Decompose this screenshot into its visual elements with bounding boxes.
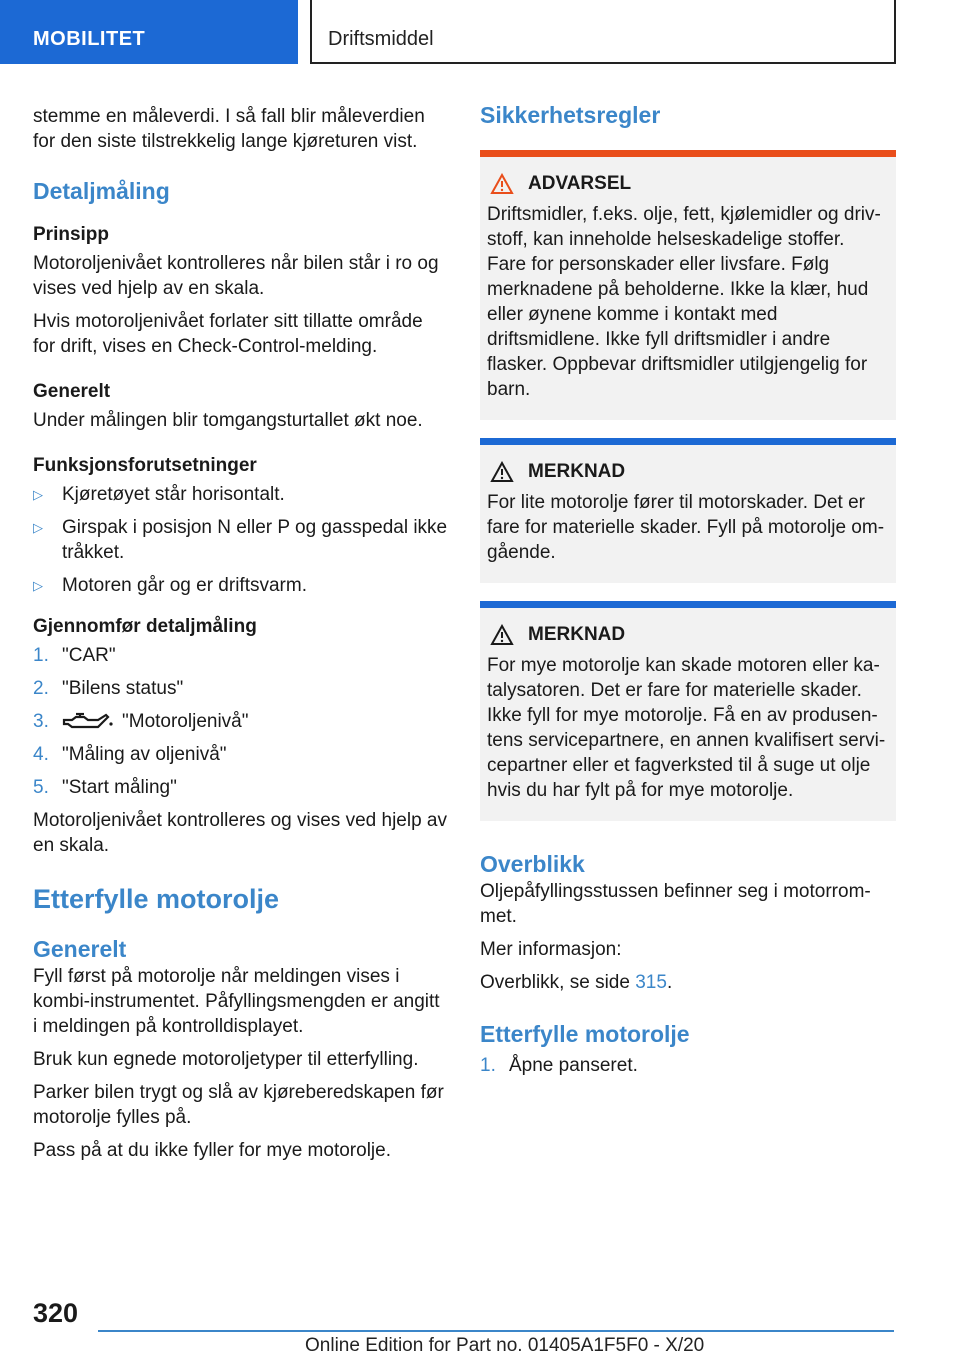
- engine-oil-icon: [62, 711, 114, 733]
- step-item: 3. "Motoroljenivå": [33, 711, 249, 732]
- page-number: 320: [33, 1298, 79, 1328]
- warning-triangle-icon: [490, 173, 514, 195]
- step-item: 4. "Måling av oljenivå": [33, 744, 227, 765]
- note-2-text: For mye motorolje kan skade motoren eller katalysatoren. Det er fare for materielle skader. Ikke fyll for mye motorolje. Få en av produsentens servicepartnere, en annen kvalifisert servicepartner eller et fagverksted til å suge ut olje hvis du har fylt på for mye motorolje.: [487, 655, 886, 801]
- after-steps-paragraph: Motoroljenivået kontrolleres og vises ved hjelp av en skala.: [33, 810, 447, 856]
- overblikk-heading: Overblikk: [480, 851, 585, 877]
- note-1-title: MERKNAD: [528, 461, 626, 482]
- etterfylle-heading: Etterfylle motorolje: [33, 884, 280, 914]
- footer-divider: [98, 1330, 894, 1332]
- note-2-title: MERKNAD: [528, 624, 626, 645]
- generelt-heading: Generelt: [33, 381, 111, 402]
- funksjon-list: [33, 482, 449, 598]
- list-item: ▷ Girspak i posisjon N eller P og gasspedal ikke tråkket.: [33, 517, 448, 563]
- footer-edition: Online Edition for Part no. 01405A1F5F0 - X/20: [305, 1335, 705, 1356]
- chapter-title: Driftsmiddel: [310, 0, 896, 64]
- generelt-paragraph: Under målingen blir tomgangsturtallet økt noe.: [33, 410, 423, 431]
- warning-text: Driftsmidler, f.eks. olje, fett, kjølemidler og drivstoff, kan inneholde helseskadelige stoffer. Fare for personskader eller livsfare. Følg merknadene på beholderne. Ikke la klær, hud eller øynene komme i kontakt med driftsmidlene. Ikke fyll driftsmidler i andre flasker. Oppbevar driftsmidler utilgjengelig for barn.: [487, 204, 881, 400]
- bullet-triangle-icon: ▷: [33, 487, 43, 502]
- warning-box: [480, 150, 896, 420]
- steps-list: [33, 643, 449, 800]
- left-column: [33, 104, 449, 1171]
- etter-paragraph-1: Fyll først på motorolje når meldingen vises i kombi-instrumentet. Påfyllingsmengden er angitt i meldingen på kontrolldisplayet.: [33, 966, 440, 1037]
- intro-paragraph: stemme en måleverdi. I så fall blir måleverdien for den siste tilstrekkelig lange kjøreturen vist.: [33, 106, 425, 152]
- etter-paragraph-4: Pass på at du ikke fyller for mye motorolje.: [33, 1140, 391, 1161]
- step-item: 1. Åpne panseret.: [480, 1055, 638, 1076]
- overblikk-paragraph-2: Mer informasjon:: [480, 939, 622, 960]
- notice-triangle-icon: [490, 624, 514, 646]
- note-1-text: For lite motorolje fører til motorskader. Det er fare for materielle skader. Fyll på motorolje omgående.: [487, 492, 885, 563]
- prinsipp-paragraph-1: Motoroljenivået kontrolleres når bilen står i ro og vises ved hjelp av en skala.: [33, 253, 439, 299]
- list-item: ▷ Motoren går og er driftsvarm.: [33, 575, 307, 596]
- overblikk-paragraph-1: Oljepåfyllingsstussen befinner seg i motorrommet.: [480, 881, 871, 927]
- list-item: ▷ Kjøretøyet står horisontalt.: [33, 484, 285, 505]
- gjennomfor-heading: Gjennomfør detaljmåling: [33, 616, 257, 637]
- note-box-1: [480, 438, 896, 583]
- sikkerhet-heading: Sikkerhetsregler: [480, 102, 661, 128]
- bullet-triangle-icon: ▷: [33, 578, 43, 593]
- step-item: 1. "CAR": [33, 645, 116, 666]
- overblikk-reference: Overblikk, se side 315.: [480, 972, 673, 993]
- step-item: 5. "Start måling": [33, 777, 177, 798]
- prinsipp-paragraph-2: Hvis motoroljenivået forlater sitt tillatte område for drift, vises en Check-Control-melding.: [33, 311, 423, 357]
- etter-paragraph-2: Bruk kun egnede motoroljetyper til etterfylling.: [33, 1049, 419, 1070]
- right-steps-list: [480, 1053, 896, 1078]
- bullet-triangle-icon: ▷: [33, 520, 43, 535]
- notice-triangle-icon: [490, 461, 514, 483]
- warning-title: ADVARSEL: [528, 173, 632, 194]
- step-item: 2. "Bilens status": [33, 678, 184, 699]
- note-box-2: [480, 601, 896, 821]
- prinsipp-heading: Prinsipp: [33, 224, 110, 245]
- detalj-heading: Detaljmåling: [33, 178, 170, 204]
- etter-paragraph-3: Parker bilen trygt og slå av kjøreberedskapen før motorolje fylles på.: [33, 1082, 444, 1128]
- section-tab: MOBILITET: [0, 0, 298, 64]
- etterfylle-generelt-heading: Generelt: [33, 936, 127, 962]
- page-link[interactable]: 315: [635, 972, 667, 993]
- etterfylle-right-heading: Etterfylle motorolje: [480, 1021, 690, 1047]
- funksjon-heading: Funksjonsforutsetninger: [33, 455, 257, 476]
- right-column: [480, 100, 896, 1094]
